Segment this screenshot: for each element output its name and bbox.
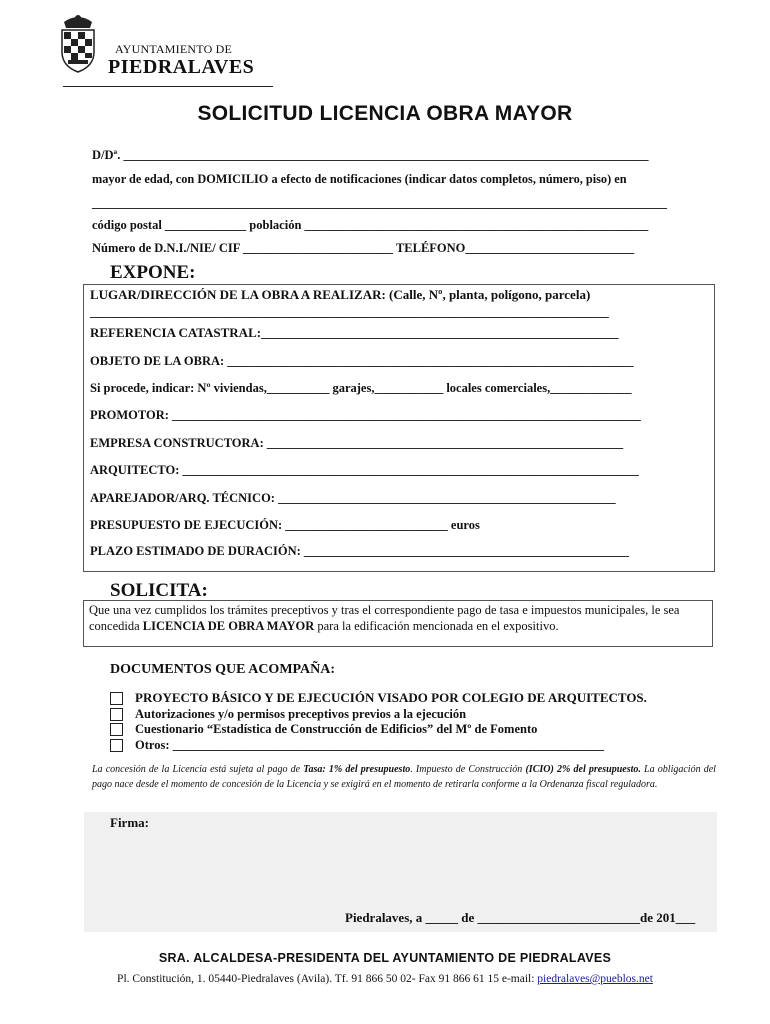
checkbox-otros[interactable]	[110, 739, 123, 752]
doc-item-label: Cuestionario “Estadística de Construcción de Edificios” del Mº de Fomento	[135, 722, 538, 736]
expone-heading: EXPONE:	[110, 262, 196, 283]
note-bold-icio: (ICIO) 2% del presupuesto.	[525, 764, 641, 775]
otros-field[interactable]: Otros: _____________________________________________________________________	[135, 738, 604, 752]
municipal-crest-icon	[56, 12, 100, 74]
lugar-field[interactable]: ___________________________________________________________________________________	[90, 305, 609, 319]
solicita-heading: SOLICITA:	[110, 580, 208, 601]
checkbox-cuestionario[interactable]	[110, 723, 123, 736]
email-link[interactable]: piedralaves@pueblos.net	[537, 973, 653, 985]
solicita-text-end: para la edificación mencionada en el expositivo.	[314, 619, 559, 633]
note-bold-tasa: Tasa: 1% del presupuesto	[303, 764, 411, 775]
doc-item	[110, 690, 647, 706]
presupuesto-field[interactable]: PRESUPUESTO DE EJECUCIÓN: __________________________ euros	[90, 518, 480, 532]
note-text-2: . Impuesto de Construcción	[410, 764, 526, 775]
doc-item	[110, 722, 537, 737]
solicita-text-bold: LICENCIA DE OBRA MAYOR	[142, 619, 315, 633]
page-title: SOLICITUD LICENCIA OBRA MAYOR	[197, 102, 573, 125]
promotor-field[interactable]: PROMOTOR: ___________________________________________________________________________	[90, 408, 641, 422]
arquitecto-field[interactable]: ARQUITECTO: _________________________________________________________________________	[90, 463, 639, 477]
solicita-box	[83, 600, 713, 647]
date-field[interactable]: Piedralaves, a _____ de _________________________de 201___	[345, 910, 696, 925]
tax-note	[92, 762, 716, 792]
doc-item-label: PROYECTO BÁSICO Y DE EJECUCIÓN VISADO POR COLEGIO DE ARQUITECTOS.	[135, 690, 647, 705]
doc-item	[110, 707, 466, 722]
lugar-label: LUGAR/DIRECCIÓN DE LA OBRA A REALIZAR: (Calle, Nº, planta, polígono, parcela)	[90, 287, 591, 302]
referencia-catastral-field[interactable]: REFERENCIA CATASTRAL:_______________________________________________________	[90, 325, 619, 340]
domicilio-label: mayor de edad, con DOMICILIO a efecto de notificaciones (indicar datos completos, número, piso) en	[92, 172, 627, 186]
footer-address-text: Pl. Constitución, 1. 05440-Piedralaves (Avila). Tf. 91 866 50 02- Fax 91 866 61 15 e-mail:	[117, 973, 538, 985]
note-text-3: La obligación del pago nace desde el momento de concesión de la Licencia y se exigirá en el momento de retirarla conforme a la Ordenanza fiscal reguladora.	[92, 764, 716, 790]
note-text-1: La concesión de la Licencia está sujeta al pago de	[92, 764, 304, 775]
postal-code-field[interactable]: código postal _____________ población _______________________________________________________	[92, 218, 649, 232]
solicita-text-start: Que una vez cumplidos los trámites preceptivos y tras el correspondiente pago de tasa e impuestos municipales, le sea concedida	[89, 603, 680, 633]
aparejador-field[interactable]: APAREJADOR/ARQ. TÉCNICO: ______________________________________________________	[90, 491, 616, 505]
doc-item-label: Autorizaciones y/o permisos preceptivos previos a la ejecución	[135, 707, 467, 721]
viviendas-field[interactable]: Si procede, indicar: Nº viviendas,__________ garajes,___________ locales comerciales,_____________	[90, 381, 632, 395]
domicilio-field[interactable]: ____________________________________________________________________________________________	[92, 196, 667, 210]
objeto-obra-field[interactable]: OBJETO DE LA OBRA: _________________________________________________________________	[90, 354, 634, 368]
firma-label: Firma:	[110, 815, 149, 830]
empresa-constructora-field[interactable]: EMPRESA CONSTRUCTORA: _________________________________________________________	[90, 436, 624, 450]
footer-title: SRA. ALCALDESA-PRESIDENTA DEL AYUNTAMIENTO DE PIEDRALAVES	[158, 951, 612, 965]
town-name: PIEDRALAVES	[108, 56, 255, 78]
checkbox-proyecto[interactable]	[110, 692, 123, 705]
checkbox-autorizaciones[interactable]	[110, 708, 123, 721]
documentos-heading: DOCUMENTOS QUE ACOMPAÑA:	[110, 662, 336, 677]
dni-telefono-field[interactable]: Número de D.N.I./NIE/ CIF ________________________ TELÉFONO___________________________	[92, 241, 635, 255]
footer-address	[0, 973, 770, 985]
doc-item	[110, 738, 604, 753]
ayuntamiento-label: AYUNTAMIENTO DE	[115, 42, 233, 56]
plazo-field[interactable]: PLAZO ESTIMADO DE DURACIÓN: ____________________________________________________	[90, 544, 629, 558]
applicant-name-field[interactable]: D/Dª. ____________________________________________________________________________________	[92, 148, 649, 162]
header-divider	[63, 86, 273, 87]
